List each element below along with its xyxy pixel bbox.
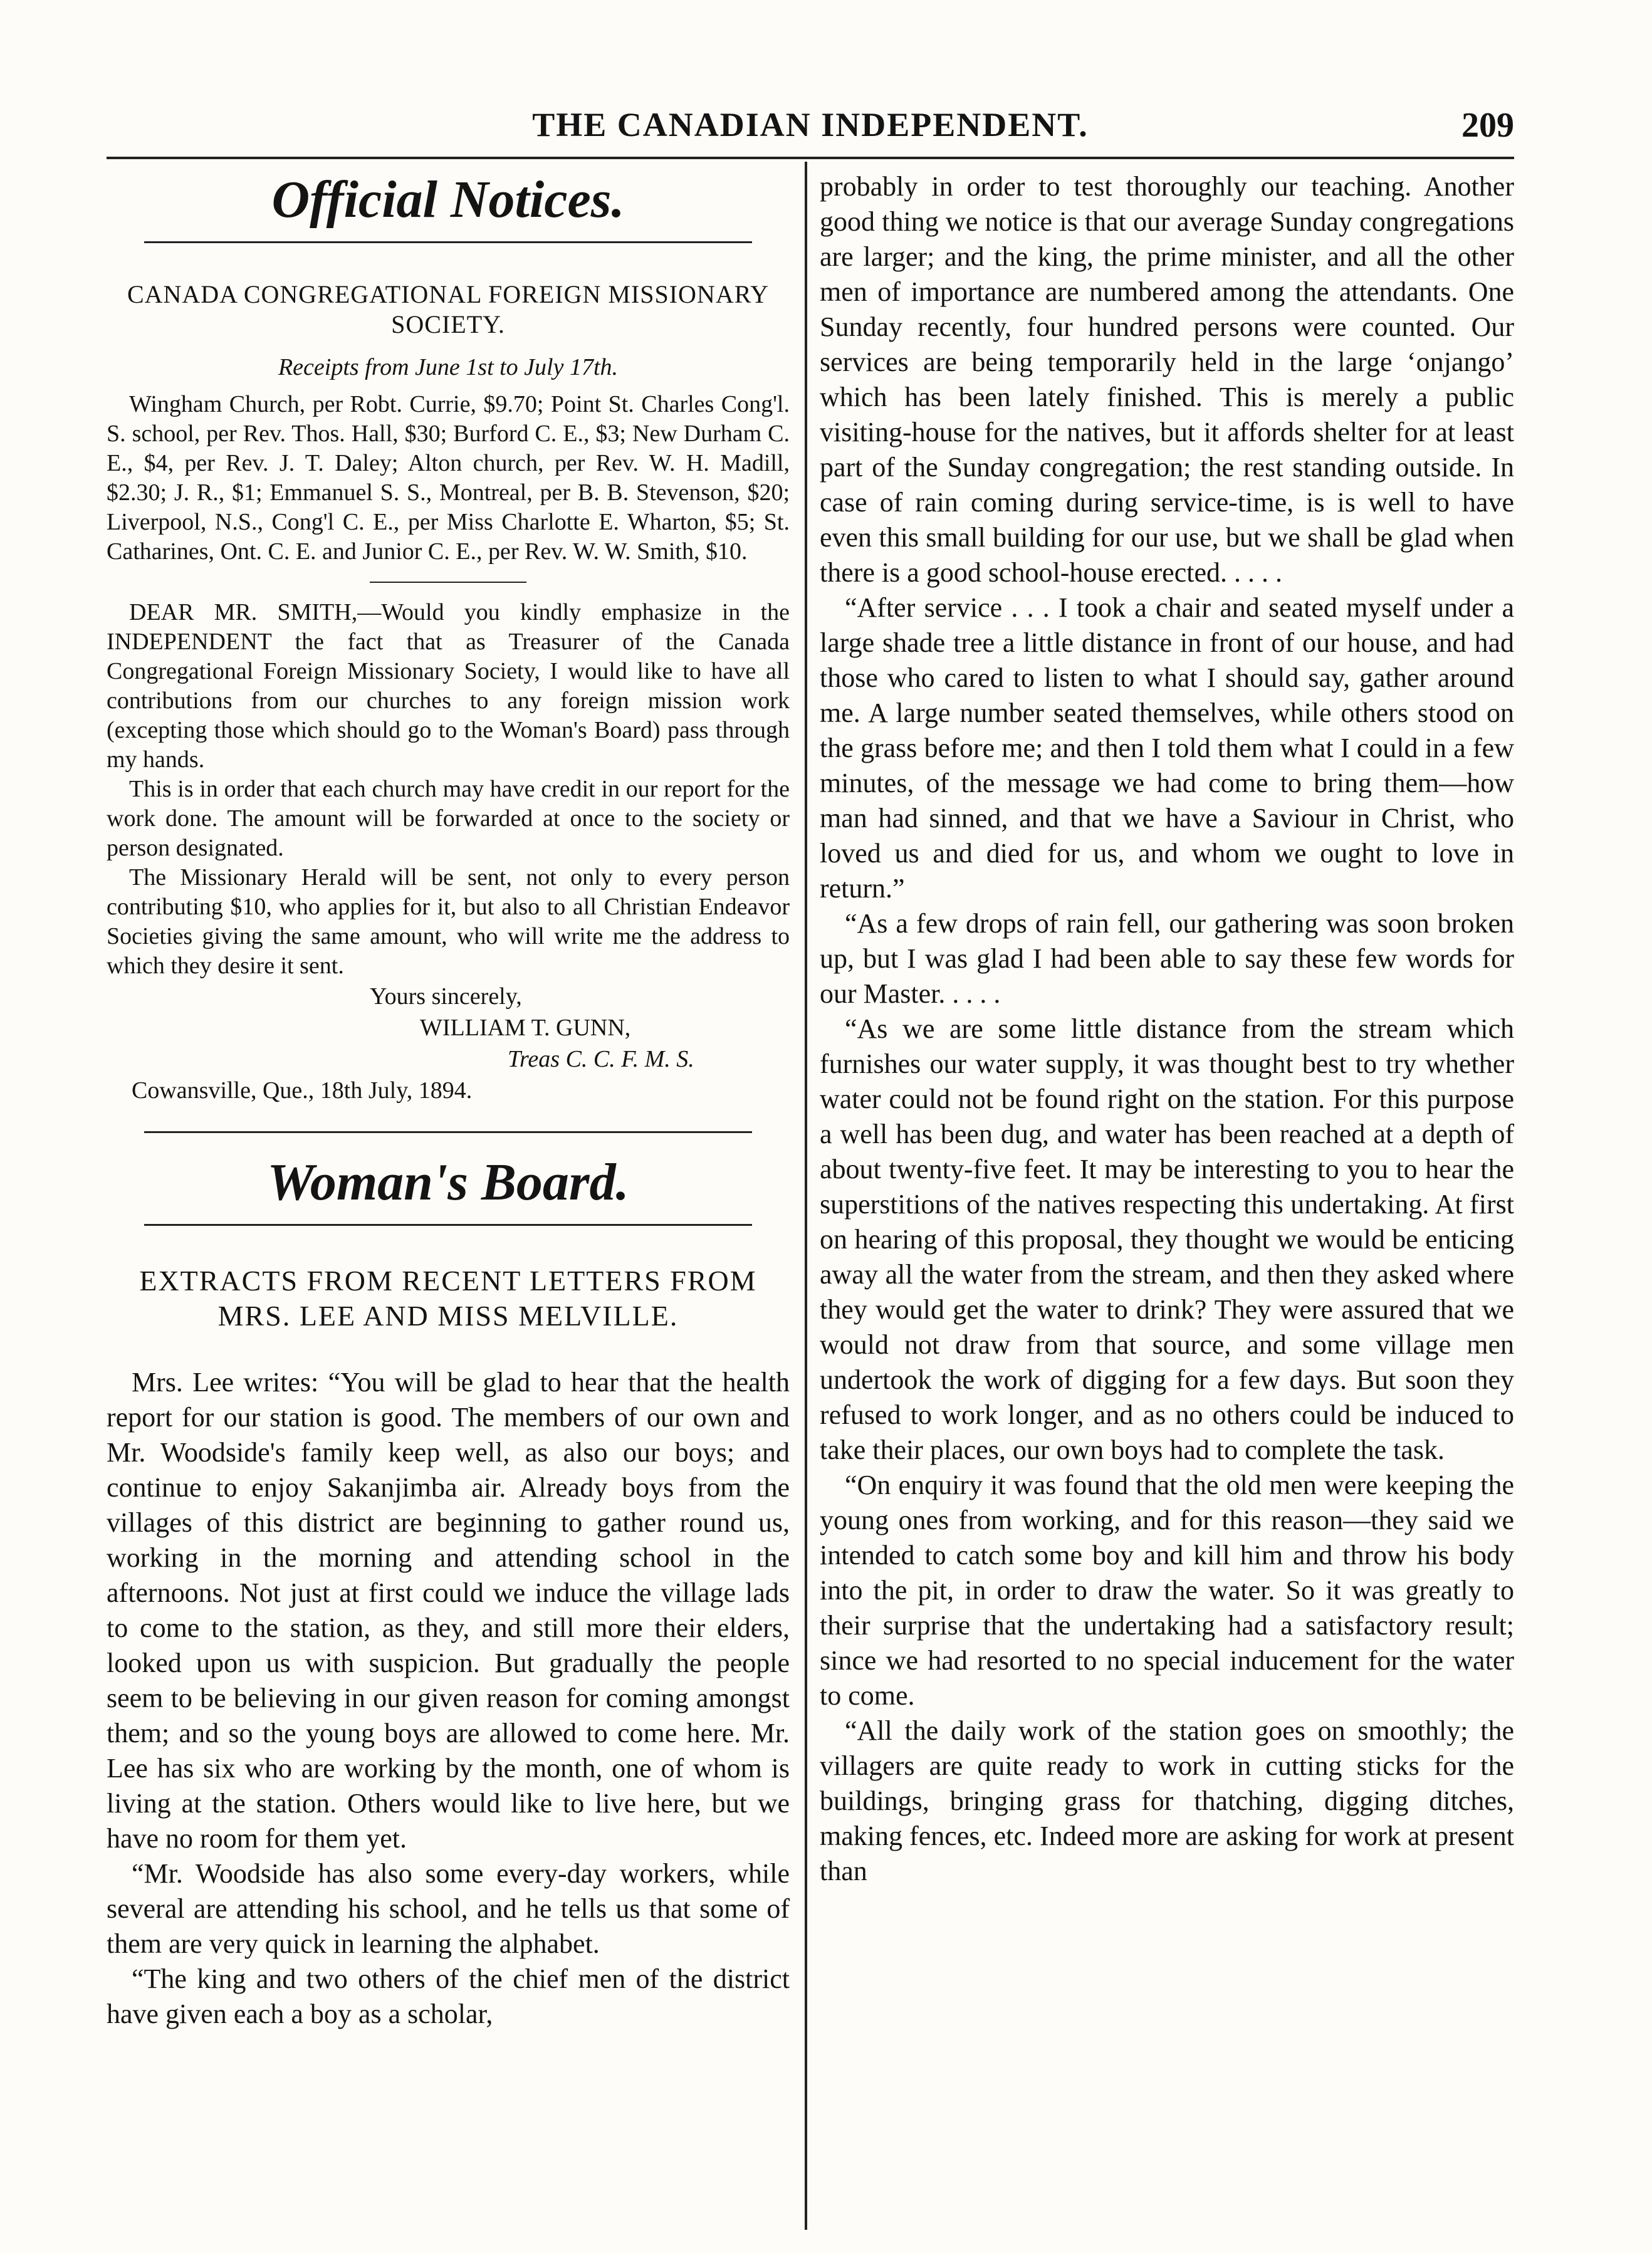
article-body-left: [107, 1365, 790, 2032]
running-head: [107, 105, 1514, 149]
page-number: 209: [1461, 106, 1514, 145]
paragraph: “All the daily work of the station goes on smoothly; the villagers are quite ready to work in cutting sticks for the buildings, bringing grass for thatching, digging ditches, making fences, etc. Indeed more are asking for work at present than: [820, 1715, 1514, 1886]
section-rule: [144, 1224, 752, 1226]
letter-signature: [107, 981, 790, 1106]
section-rule: [144, 241, 752, 243]
treasurer-letter: [107, 598, 790, 981]
paragraph: “As a few drops of rain fell, our gathering was soon broken up, but I was glad I had been able to say these few words for our Master. . . . .: [820, 908, 1514, 1009]
extracts-title: EXTRACTS FROM RECENT LETTERS FROM MRS. LEE AND MISS MELVILLE.: [139, 1265, 757, 1332]
signer-name: WILLIAM T. GUNN,: [420, 1015, 631, 1041]
paragraph: “As we are some little distance from the stream which furnishes our water supply, it was thought best to try whether water could not be found right on the station. For this purpose a well has been dug, and water has been reached at a depth of about twenty-five feet. It may be interesting to you to hear the superstitions of the natives respecting this undertaking. At first on hearing of this proposal, they thought we would be enticing away all the water from the stream, and then they asked where they would get the water to drink? They were assured that we would not draw from that source, and some village men undertook the work of digging for a few days. But soon they refused to work longer, and as no others could be induced to take their places, our own boys had to complete the task.: [820, 1013, 1514, 1465]
receipts-text: Wingham Church, per Robt. Currie, $9.70; Point St. Charles Cong'l. S. school, per Rev. Thos. Hall, $30; Burford C. E., $3; New Durham C. E., $4, per Rev. J. T. Daley; Alton church, per Rev. W. H. Madill, $2.30; J. R., $1; Emmanuel S. S., Montreal, per B. B. Stevenson, $20; Liverpool, N.S., Cong'l C. E., per Miss Charlotte E. Wharton, $5; St. Catharines, Ont. C. E. and Junior C. E., per Rev. W. W. Smith, $10.: [107, 391, 790, 565]
womans-board-heading: Woman's Board.: [267, 1153, 629, 1211]
paragraph: Mrs. Lee writes: “You will be glad to hear that the health report for our station is good. The members of our own and Mr. Woodside's family keep well, as also our boys; and continue to enjoy Sakanjimba air. Already boys from the villages of this district are beginning to gather round us, working in the morning and attending school in the afternoons. Not just at first could we induce the village lads to come to the station, as they, and still more their elders, looked upon us with suspicion. But gradually the people seem to be believing in our given reason for coming amongst them; and so the young boys are allowed to come here. Mr. Lee has six who are working by the month, one of whom is living at the station. Others would like to live here, but we have no room for them yet.: [107, 1367, 790, 1854]
signer-title: Treas C. C. F. M. S.: [508, 1046, 694, 1072]
closing: Yours sincerely,: [370, 983, 522, 1010]
paragraph: “On enquiry it was found that the old men were keeping the young ones from working, and for this reason—they said we intended to catch some boy and kill him and throw his body into the pit, in order to draw the water. So it was greatly to their surprise that the undertaking had a satisfactory result; since we had resorted to no special inducement for the water to come.: [820, 1470, 1514, 1711]
right-column: [820, 169, 1514, 1889]
paragraph: “The king and two others of the chief men of the district have given each a boy as a scholar,: [107, 1963, 790, 2029]
society-title: CANADA CONGREGATIONAL FOREIGN MISSIONARY SOCIETY.: [127, 280, 770, 338]
paragraph: “Mr. Woodside has also some every-day workers, while several are attending his school, and he tells us that some of them are very quick in learning the alphabet.: [107, 1858, 790, 1959]
journal-title: THE CANADIAN INDEPENDENT.: [532, 106, 1089, 144]
paragraph: probably in order to test thoroughly our teaching. Another good thing we notice is that our average Sunday congregations are larger; and the king, the prime minister, and all the other men of importance are numbered among the attendants. One Sunday recently, four hundred persons were counted. Our services are being temporarily held in the large ‘onjango’ which has been lately finished. This is merely a public visiting-house for the natives, but it affords shelter for at least part of the Sunday congregation; the rest standing outside. In case of rain coming during service-time, is is well to have even this small building for our use, but we shall be glad when there is a good school-house erected. . . . .: [820, 171, 1514, 588]
paragraph: “After service . . . I took a chair and seated myself under a large shade tree a little distance in front of our house, and had those who cared to listen to what I should say, gather around me. A large number seated themselves, while others stood on the grass before me; and then I told them what I could in a few minutes, of the message we had come to bring them—how man had sinned, and that we have a Saviour in Christ, who loved us and died for us, and whom we ought to love in return.”: [820, 592, 1514, 904]
letter-paragraph: DEAR MR. SMITH,—Would you kindly emphasize in the INDEPENDENT the fact that as Treasurer of the Canada Congregational Foreign Missionary Society, I would like to have all contributions from our churches to any foreign mission work (excepting those which should go to the Woman's Board) pass through my hands.: [107, 599, 790, 773]
official-notices-heading: Official Notices.: [271, 170, 625, 229]
letter-paragraph: The Missionary Herald will be sent, not only to every person contributing $10, who applies for it, but also to all Christian Endeavor Societies giving the same amount, who will write me the address to which they desire it sent.: [107, 864, 790, 979]
section-rule: [144, 1131, 752, 1133]
letter-paragraph: This is in order that each church may have credit in our report for the work done. The amount will be forwarded at once to the society or person designated.: [107, 776, 790, 861]
column-divider: [805, 162, 807, 2230]
separator-rule: [370, 582, 526, 583]
receipts-heading: Receipts from June 1st to July 17th.: [278, 354, 619, 380]
receipts-list: [107, 390, 790, 567]
left-column: [107, 169, 790, 2032]
place-date: Cowansville, Que., 18th July, 1894.: [132, 1077, 473, 1104]
header-rule: [107, 157, 1514, 159]
article-body-right: [820, 169, 1514, 1889]
